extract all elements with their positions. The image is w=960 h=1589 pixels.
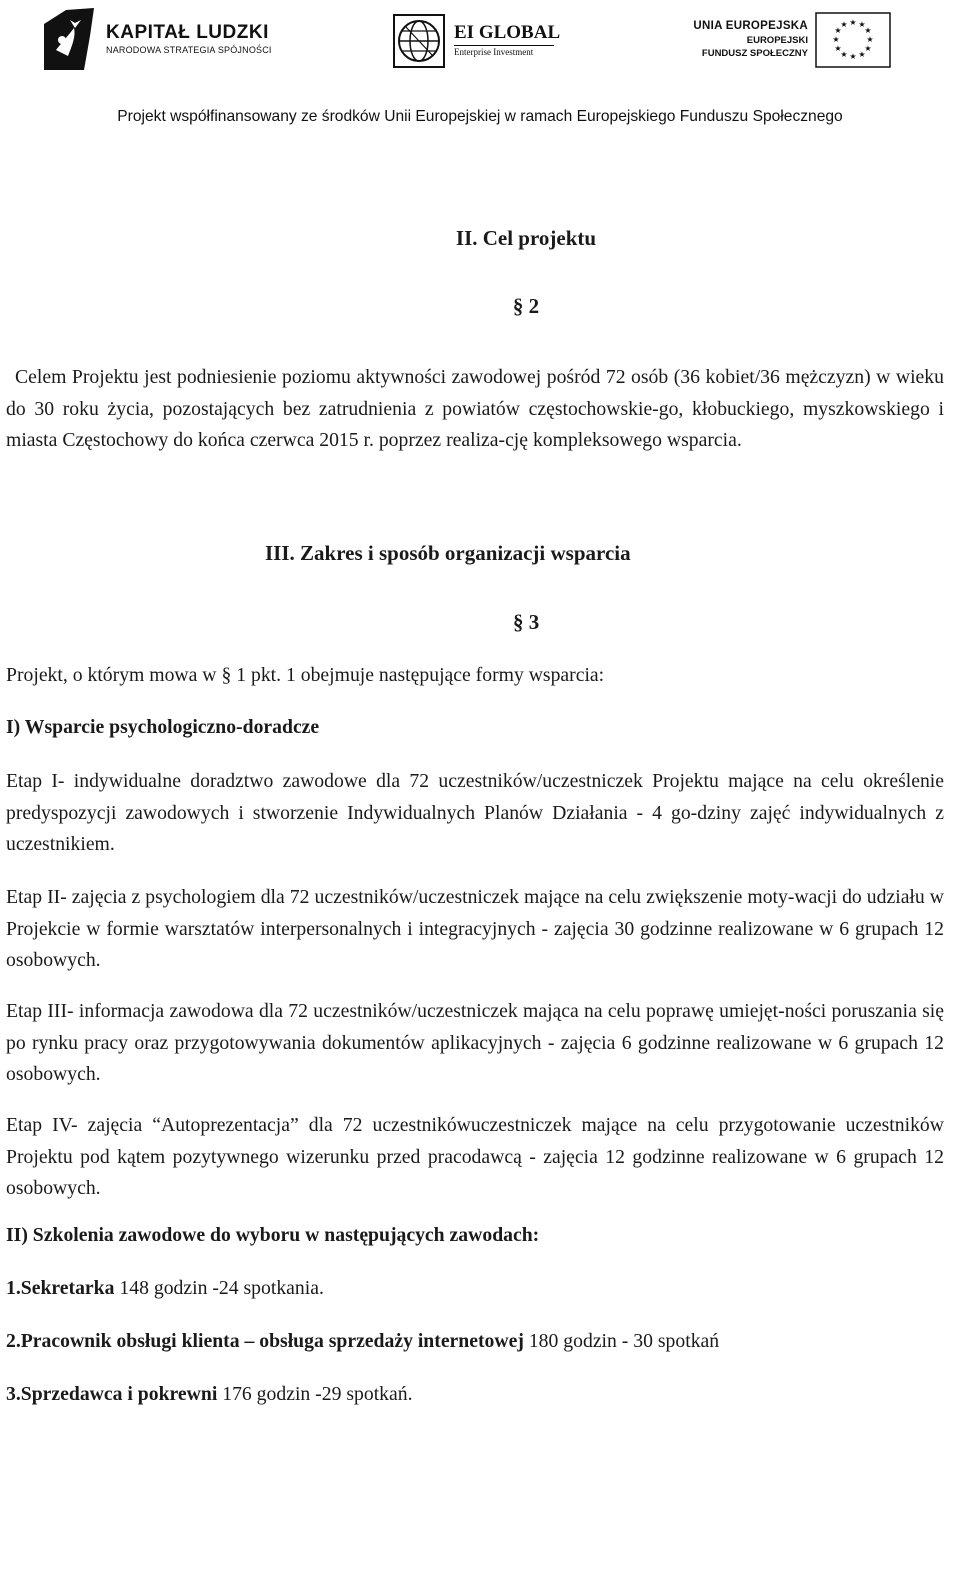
- svg-text:★: ★: [849, 52, 857, 61]
- svg-text:★: ★: [866, 35, 874, 44]
- training-item-detail: 176 godzin -29 spotkań.: [217, 1383, 413, 1405]
- svg-text:★: ★: [832, 35, 840, 44]
- paragraph-sign-2: § 2: [512, 294, 540, 318]
- training-item: [6, 1383, 413, 1406]
- training-item: [6, 1330, 719, 1353]
- eu-flag-icon: [815, 12, 891, 68]
- kapital-ludzki-title: KAPITAŁ LUDZKI: [106, 22, 269, 43]
- svg-text:★: ★: [858, 50, 866, 59]
- ei-global-subtitle: Enterprise Investment: [454, 47, 534, 57]
- eu-line-1: UNIA EUROPEJSKA: [693, 20, 808, 32]
- part-1-heading: I) Wsparcie psychologiczno-doradcze: [6, 716, 320, 738]
- ei-global-divider: [454, 45, 554, 46]
- eu-text-block: [693, 20, 808, 59]
- part-2-heading: II) Szkolenia zawodowe do wyboru w następujących zawodach:: [6, 1224, 540, 1246]
- training-item-label: 3.Sprzedawca i pokrewni: [6, 1383, 218, 1405]
- etap-4-text: Etap IV- zajęcia “Autoprezentacja” dla 72 uczestnikówuczestniczek mające na celu przygotowanie uczestników Projektu pod kątem pozytywnego wizerunku przed pracodawcą - zajęcia 12 godzinne realizowane w 6 grupach 12 osobowych.: [6, 1114, 944, 1199]
- globe-icon: [393, 14, 445, 68]
- etap-3-text: Etap III- informacja zawodowa dla 72 uczestników/uczestniczek mająca na celu poprawę umiejęt-ności poruszania się po rynku pracy oraz przygotowywania dokumentów aplikacyjnych - zajęcia 6 godzinne realizowane w 6 grupach 12 osobowych.: [6, 1000, 944, 1085]
- ei-global-title: EI GLOBAL: [454, 22, 561, 43]
- eu-line-3: FUNDUSZ SPOŁECZNY: [701, 48, 808, 59]
- training-item-detail: 148 godzin -24 spotkania.: [114, 1277, 324, 1299]
- svg-text:★: ★: [864, 44, 872, 53]
- section-2-heading: II. Cel projektu: [455, 226, 597, 250]
- training-item-label: 2.Pracownik obsługi klienta – obsługa sprzedaży internetowej: [6, 1330, 524, 1352]
- svg-text:★: ★: [864, 26, 872, 35]
- svg-text:★: ★: [858, 20, 866, 29]
- etap-2-text: Etap II- zajęcia z psychologiem dla 72 uczestników/uczestniczek mające na celu zwiększenie moty-wacji do udziału w Projekcie w formie warsztatów interpersonalnych i integracyjnych - zajęcia 30 godzinne realizowane w 6 grupach 12 osobowych.: [6, 886, 944, 971]
- cofunding-note: Projekt współfinansowany ze środków Unii Europejskiej w ramach Europejskiego Funduszu Społecznego: [117, 108, 843, 125]
- svg-text:★: ★: [849, 18, 857, 27]
- training-item: [6, 1277, 324, 1300]
- svg-text:★: ★: [840, 50, 848, 59]
- svg-text:★: ★: [840, 20, 848, 29]
- section-2-text-content: Celem Projektu jest podniesienie poziomu aktywności zawodowej pośród 72 osób (36 kobiet/36 mężczyzn) w wieku do 30 roku życia, pozostających bez zatrudnienia z powiatów częstochowskie-go, kłobuckiego, myszkowskiego i miasta Częstochowy do końca czerwca 2015 r. poprzez realiza-cję kompleksowego wsparcia.: [6, 366, 944, 451]
- eu-line-2: EUROPEJSKI: [746, 35, 808, 46]
- training-item-label: 1.Sekretarka: [6, 1277, 115, 1299]
- training-item-detail: 180 godzin - 30 spotkań: [523, 1330, 720, 1352]
- etap-1-text: Etap I- indywidualne doradztwo zawodowe dla 72 uczestników/uczestniczek Projektu mające na celu określenie predyspozycji zawodowych i stworzenie Indywidualnych Planów Działania - 4 go-dziny zajęć indywidualnych z uczestnikiem.: [6, 770, 944, 855]
- kapital-ludzki-logo-icon: [44, 6, 94, 70]
- paragraph-sign-3: § 3: [513, 610, 540, 634]
- svg-text:★: ★: [834, 26, 842, 35]
- section-3-intro: Projekt, o którym mowa w § 1 pkt. 1 obejmuje następujące formy wsparcia:: [6, 664, 605, 686]
- section-2-text: [6, 362, 944, 457]
- kapital-ludzki-subtitle: NARODOWA STRATEGIA SPÓJNOŚCI: [106, 45, 272, 55]
- svg-text:★: ★: [834, 44, 842, 53]
- section-3-heading: III. Zakres i sposób organizacji wsparcia: [265, 541, 631, 565]
